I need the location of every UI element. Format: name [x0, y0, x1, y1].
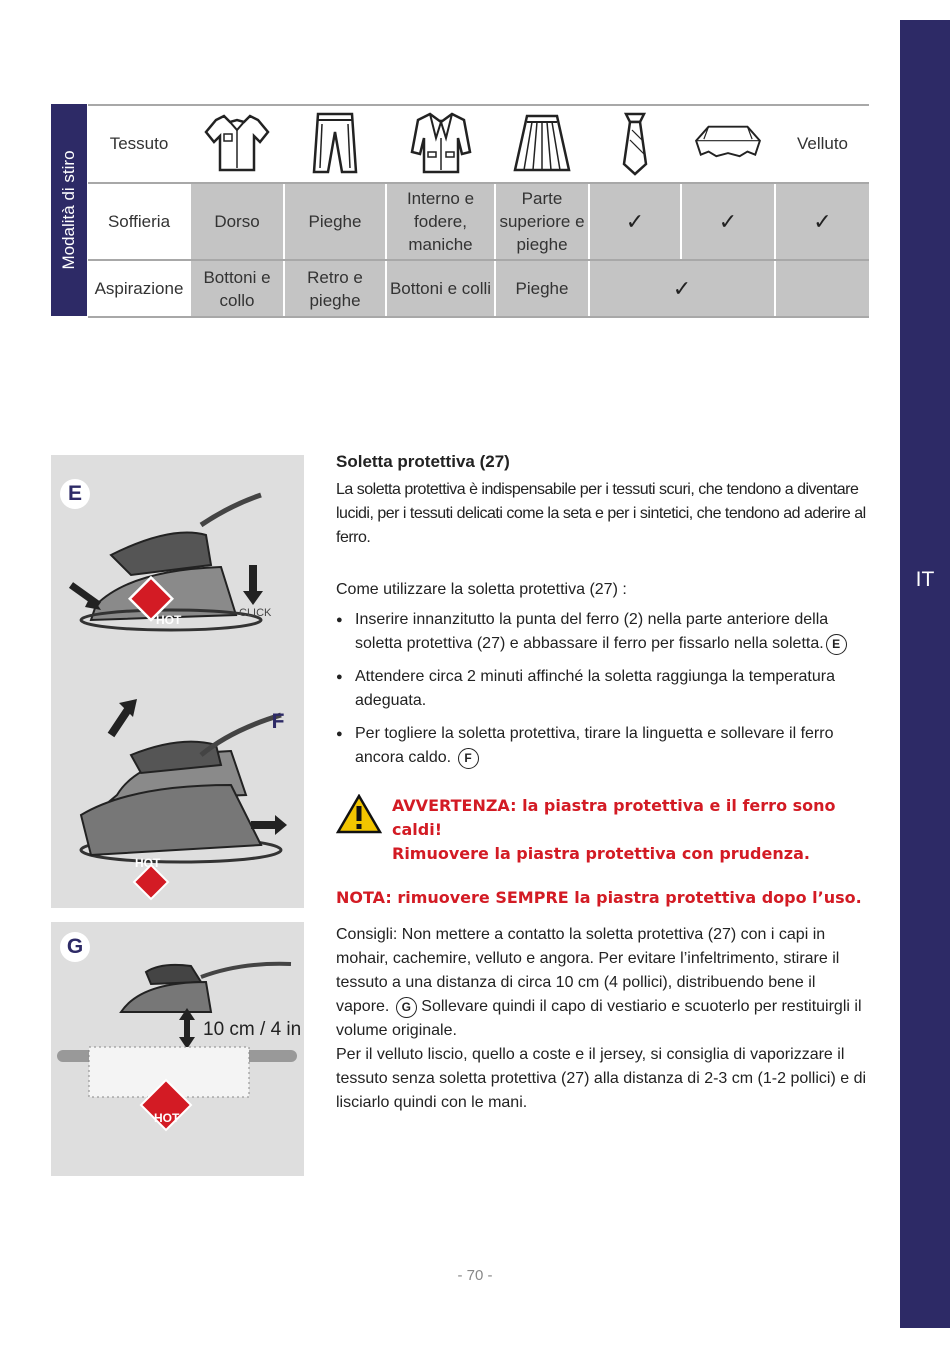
- table-rule: [88, 182, 869, 184]
- iron-illustration-e: [51, 455, 304, 908]
- soffieria-cell: Parte superiore e pieghe: [496, 184, 588, 259]
- warning-icon: [336, 794, 382, 834]
- hot-label: HOT: [135, 856, 161, 870]
- table-rule: [88, 259, 869, 261]
- row-label-aspirazione: Aspirazione: [94, 279, 184, 298]
- warning-line-1: AVVERTENZA: la piastra protettiva e il ferro sono caldi!: [392, 796, 836, 839]
- figure-letter-f: F: [271, 710, 285, 733]
- language-tab-label: IT: [915, 568, 935, 591]
- warning-line-2: Rimuovere la piastra protettiva con prudenza.: [392, 844, 810, 863]
- hot-label: HOT: [154, 1111, 180, 1125]
- list-item: [336, 665, 870, 713]
- step-text: Attendere circa 2 minuti affinché la soletta raggiunga la temperatura adeguata.: [355, 668, 835, 709]
- ironing-mode-label: Modalità di stiro: [59, 150, 78, 270]
- page-number: - 70 -: [457, 1267, 493, 1284]
- tips-text: Sollevare quindi il capo di vestiario e scuoterlo per restituirgli il volume originale.: [336, 998, 862, 1039]
- hot-label: HOT: [156, 613, 182, 627]
- howto-paragraph: Come utilizzare la soletta protettiva (27) :: [336, 581, 627, 598]
- list-item: [336, 608, 870, 656]
- velluto-label: Velluto: [796, 133, 849, 153]
- figure-ref-f: F: [458, 748, 479, 769]
- row-label-soffieria: Soffieria: [107, 212, 171, 231]
- aspirazione-cell: Pieghe: [496, 261, 588, 316]
- distance-label: 10 cm / 4 in: [203, 1019, 302, 1040]
- aspirazione-cell: Retro e pieghe: [285, 261, 385, 316]
- soffieria-cell: Dorso: [191, 184, 283, 259]
- section-heading: Soletta protettiva (27): [336, 452, 510, 471]
- language-tab: [900, 20, 950, 1328]
- check-icon: ✓: [590, 261, 774, 316]
- figure-e-f-panel: [51, 455, 304, 908]
- steps-list: [336, 608, 870, 770]
- tie-icon: [590, 104, 680, 182]
- soffieria-cell: Pieghe: [285, 184, 385, 259]
- tips-text: Consigli: Non mettere a contatto la soletta protettiva (27) con i capi in mohair, cachemire, velluto e angora. Per evitare l’infeltrimento, stirare il tessuto a una distanza di circa 10 cm (4 pollici), distribuendo bene il vapore.: [336, 926, 840, 1015]
- content-column: [336, 452, 870, 1115]
- aspirazione-cell: Bottoni e collo: [191, 261, 283, 316]
- tablecloth-icon: [682, 104, 774, 182]
- tips-paragraph: [336, 923, 870, 1043]
- step-text: Per togliere la soletta protettiva, tirare la linguetta e sollevare il ferro ancora caldo.: [355, 725, 834, 766]
- ironing-mode-band: [51, 104, 87, 316]
- check-icon: ✓: [776, 184, 869, 259]
- table-rule: [88, 104, 869, 106]
- click-label: CLICK: [239, 607, 272, 619]
- figure-ref-e: E: [826, 634, 847, 655]
- tips-paragraph-2: Per il velluto liscio, quello a coste e il jersey, si consiglia di vaporizzare il tessuto senza soletta protettiva (27) alla distanza di 2-3 cm (1-2 pollici) e di lisciarlo quindi con le mani.: [336, 1046, 867, 1111]
- figure-ref-g: G: [396, 997, 417, 1018]
- skirt-icon: [496, 104, 588, 182]
- aspirazione-cell-empty: [776, 261, 869, 316]
- soffieria-cell: Interno e fodere, maniche: [387, 184, 494, 259]
- intro-paragraph: La soletta protettiva è indispensabile per i tessuti scuri, che tendono a diventare lucidi, per i tessuti delicati come la seta e per i sintetici, che tendono ad aderire al ferro.: [336, 481, 866, 546]
- figure-letter-e: E: [60, 479, 90, 509]
- figure-letter-g: G: [60, 932, 90, 962]
- row-label-tessuto: Tessuto: [109, 133, 169, 153]
- note-line: NOTA: rimuovere SEMPRE la piastra protettiva dopo l’uso.: [336, 888, 862, 907]
- check-icon: ✓: [590, 184, 680, 259]
- warning-block: [336, 794, 870, 866]
- shirt-icon: [191, 104, 283, 182]
- jacket-icon: [387, 104, 494, 182]
- trousers-icon: [285, 104, 385, 182]
- iron-illustration-g: [51, 922, 304, 1176]
- aspirazione-cell: Bottoni e colli: [387, 261, 494, 316]
- list-item: [336, 722, 870, 770]
- step-text: Inserire innanzitutto la punta del ferro (2) nella parte anteriore della soletta protettiva (27) e abbassare il ferro per fissarlo nella soletta.: [355, 611, 829, 652]
- table-rule: [88, 316, 869, 318]
- check-icon: ✓: [682, 184, 774, 259]
- figure-g-panel: [51, 922, 304, 1176]
